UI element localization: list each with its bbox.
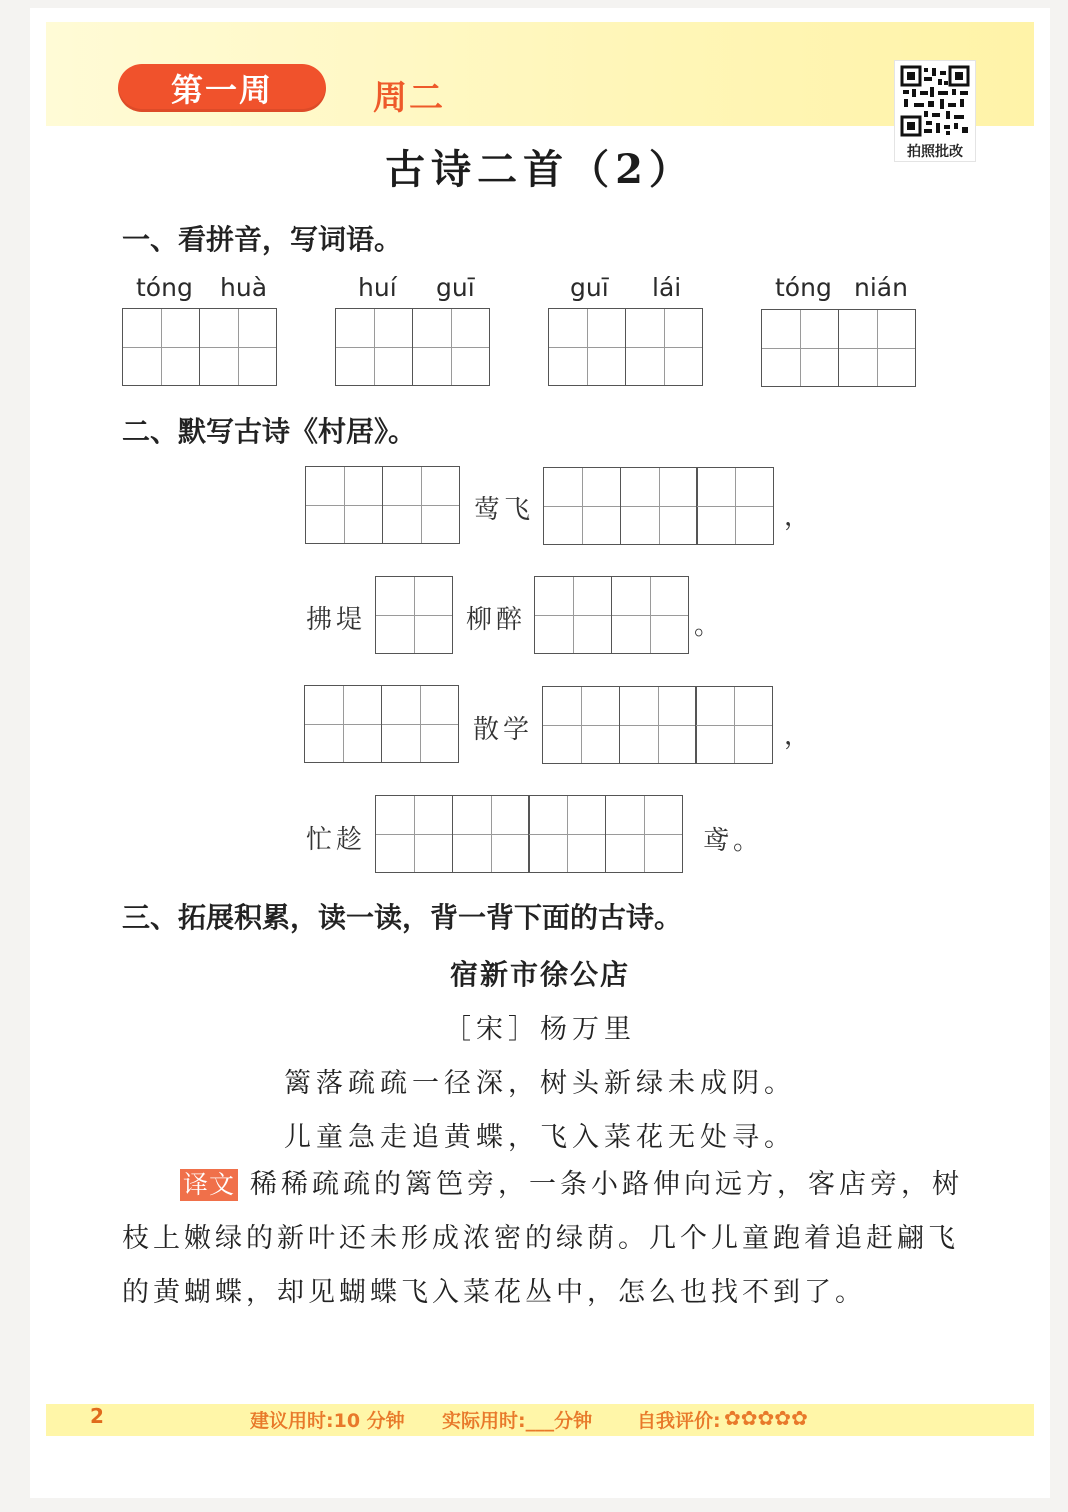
translation-tag: 译文 — [180, 1169, 238, 1201]
star-icon[interactable]: ✿ — [757, 1406, 775, 1430]
writing-cell[interactable] — [620, 467, 698, 545]
writing-cell[interactable] — [838, 309, 916, 387]
pinyin: nián — [854, 273, 908, 302]
suggested-time: 建议用时:10 分钟 — [250, 1410, 405, 1432]
writing-cell[interactable] — [543, 467, 621, 545]
poem-blank[interactable] — [534, 576, 687, 654]
translation-text: 稀稀疏疏的篱笆旁，一条小路伸向远方，客店旁，树枝上嫩绿的新叶还未形成浓密的绿荫。几个儿童跑着追赶翩飞的黄蝴蝶，却见蝴蝶飞入菜花丛中，怎么也找不到了。 — [122, 1169, 964, 1308]
writing-cell[interactable] — [528, 795, 606, 873]
writing-cell[interactable] — [199, 308, 277, 386]
writing-cell[interactable] — [381, 685, 459, 763]
star-icon[interactable]: ✿ — [791, 1406, 808, 1430]
day-label: 周二 — [373, 78, 445, 118]
worksheet-page — [30, 8, 1050, 1498]
translation-paragraph — [122, 1158, 982, 1320]
write-grid-2[interactable] — [335, 308, 488, 386]
punctuation: ， — [784, 721, 815, 751]
writing-cell[interactable] — [761, 309, 839, 387]
poem-line: 儿童急走追黄蝶，飞入菜花无处寻。 — [284, 1122, 796, 1153]
pinyin: tóng — [775, 273, 832, 302]
pinyin: guī — [570, 273, 609, 302]
writing-cell[interactable] — [382, 466, 460, 544]
writing-cell[interactable] — [625, 308, 703, 386]
given-words: 鸢。 — [703, 826, 764, 856]
writing-cell[interactable] — [305, 466, 383, 544]
page-title: 古诗二首（2） — [385, 146, 695, 193]
writing-cell[interactable] — [611, 576, 689, 654]
writing-cell[interactable] — [605, 795, 683, 873]
pinyin: tóng — [136, 273, 193, 302]
section-3-heading: 三、拓展积累，读一读，背一背下面的古诗。 — [122, 901, 683, 934]
write-grid-1[interactable] — [122, 308, 275, 386]
punctuation: ， — [784, 502, 815, 532]
rating-stars[interactable] — [724, 1406, 808, 1430]
given-words: 柳醉 — [466, 605, 527, 635]
poem-title: 宿新市徐公店 — [449, 958, 630, 991]
star-icon[interactable]: ✿ — [724, 1406, 741, 1430]
section-2-heading: 二、默写古诗《村居》。 — [122, 415, 417, 448]
write-grid-3[interactable] — [548, 308, 701, 386]
writing-cell[interactable] — [695, 686, 773, 764]
writing-cell[interactable] — [696, 467, 774, 545]
writing-cell[interactable] — [375, 795, 453, 873]
star-icon[interactable]: ✿ — [774, 1406, 792, 1430]
poem-author: ［宋］杨万里 — [444, 1014, 636, 1045]
pinyin: guī — [436, 273, 475, 302]
given-words: 拂堤 — [306, 605, 367, 635]
actual-time: 实际用时:___分钟 — [442, 1410, 593, 1432]
writing-cell[interactable] — [619, 686, 697, 764]
poem-blank[interactable] — [304, 685, 457, 763]
star-icon[interactable]: ✿ — [740, 1406, 758, 1430]
write-grid-4[interactable] — [761, 309, 914, 387]
writing-cell[interactable] — [304, 685, 382, 763]
writing-cell[interactable] — [122, 308, 200, 386]
page-number: 2 — [90, 1404, 104, 1428]
given-words: 散学 — [473, 715, 534, 745]
writing-cell[interactable] — [375, 576, 453, 654]
poem-blank[interactable] — [375, 795, 681, 873]
given-words: 忙趁 — [306, 825, 367, 855]
pinyin: huí — [358, 273, 397, 302]
writing-cell[interactable] — [335, 308, 413, 386]
writing-cell[interactable] — [412, 308, 490, 386]
section-1-heading: 一、看拼音，写词语。 — [122, 223, 403, 256]
given-words: 莺飞 — [474, 495, 535, 525]
writing-cell[interactable] — [534, 576, 612, 654]
poem-blank[interactable] — [375, 576, 452, 654]
week-badge: 第一周 — [118, 64, 326, 112]
poem-blank[interactable] — [305, 466, 458, 544]
pinyin: huà — [220, 273, 268, 302]
qr-label: 拍照批改 — [907, 144, 963, 160]
writing-cell[interactable] — [542, 686, 620, 764]
writing-cell[interactable] — [452, 795, 530, 873]
poem-line: 篱落疏疏一径深，树头新绿未成阴。 — [284, 1068, 796, 1099]
self-evaluation-label: 自我评价: — [637, 1410, 721, 1432]
punctuation: 。 — [694, 611, 725, 641]
qr-code-icon — [900, 65, 970, 137]
poem-blank[interactable] — [542, 686, 772, 764]
writing-cell[interactable] — [548, 308, 626, 386]
poem-blank[interactable] — [543, 467, 773, 545]
pinyin: lái — [652, 273, 682, 302]
